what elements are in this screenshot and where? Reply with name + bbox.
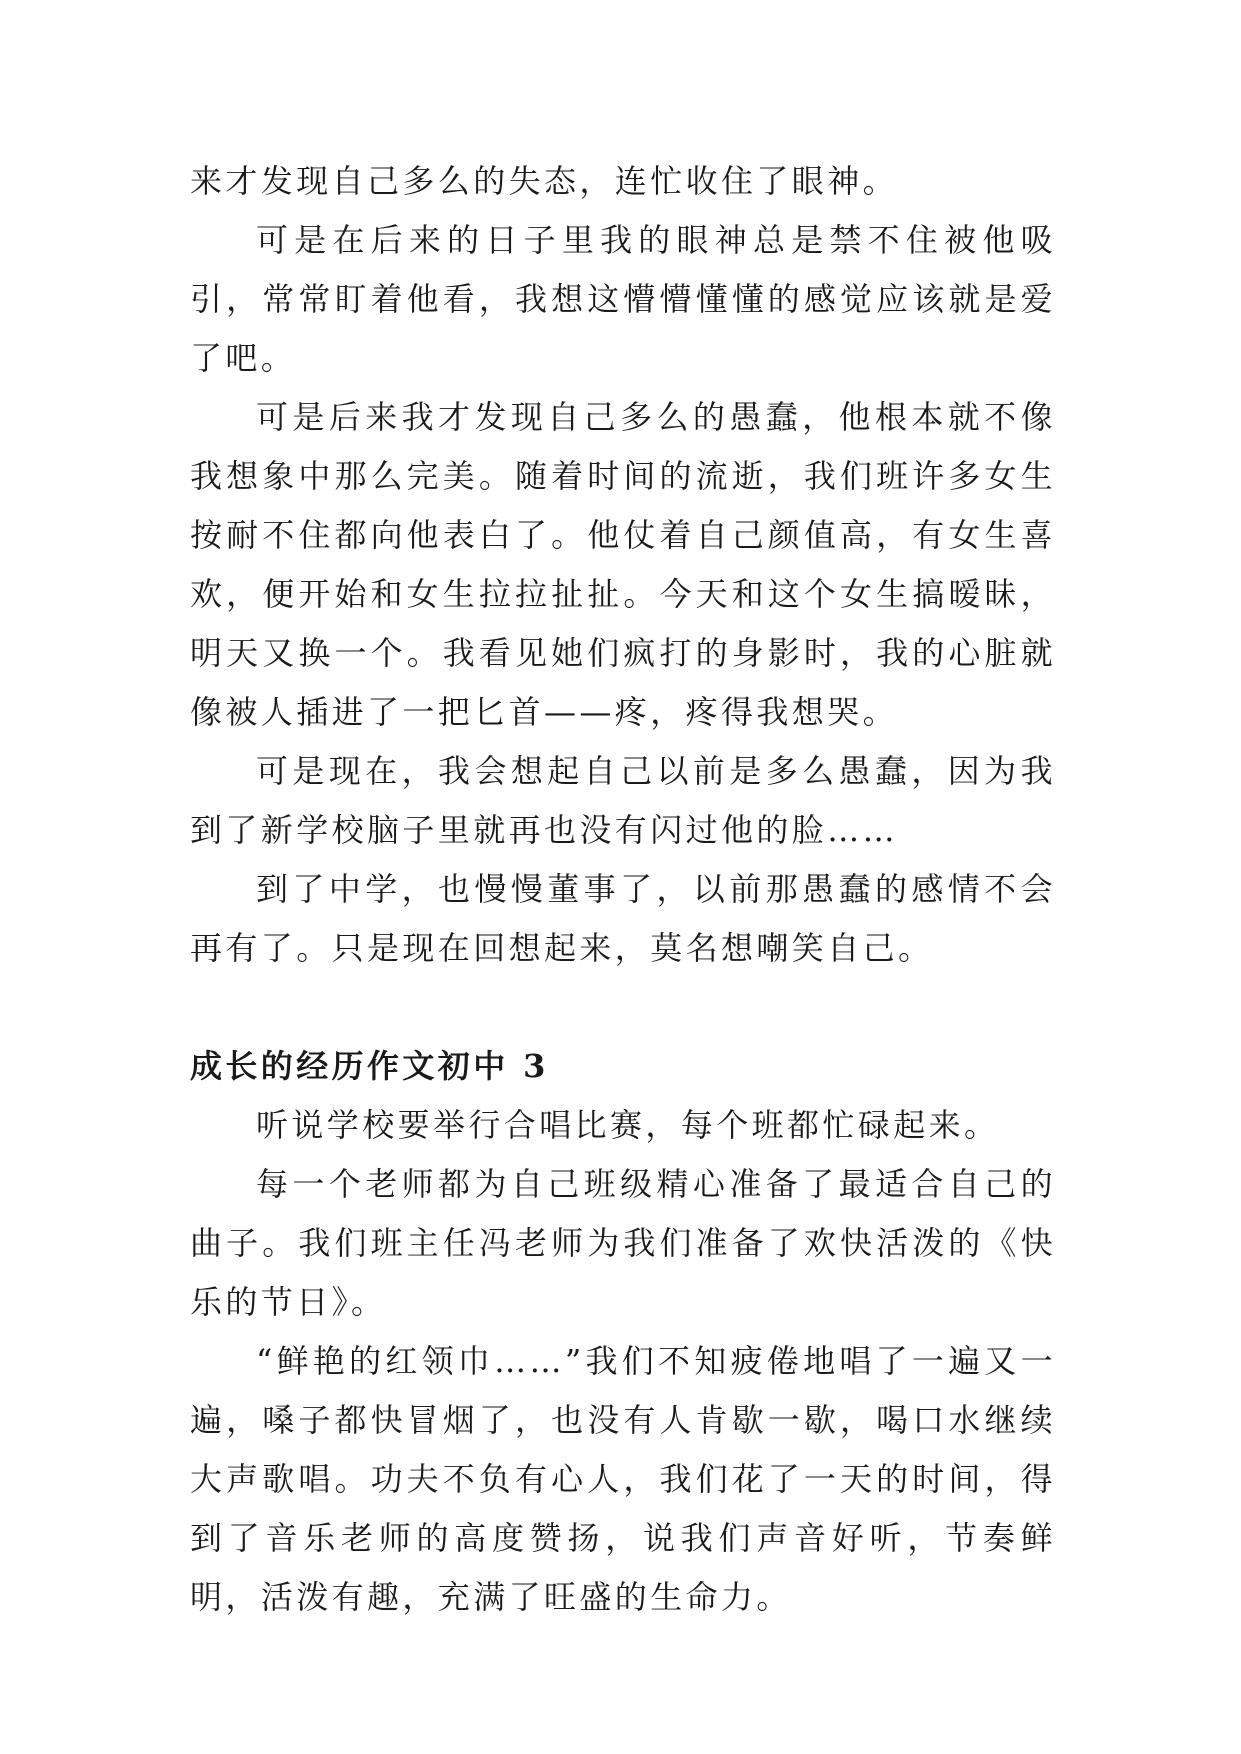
paragraph: 听说学校要举行合唱比赛，每个班都忙碌起来。 xyxy=(256,1106,1000,1144)
paragraph: 可是在后来的日子里我的眼神总是禁不住被他吸引，常常盯着他看，我想这懵懵懂懂的感觉应该就是爱了吧。 xyxy=(190,221,1056,377)
paragraph: 可是现在，我会想起自己以前是多么愚蠢，因为我到了新学校脑子里就再也没有闪过他的脸…… xyxy=(190,752,1056,849)
paragraph: 可是后来我才发现自己多么的愚蠢，他根本就不像我想象中那么完美。随着时间的流逝，我们班许多女生按耐不住都向他表白了。他仗着自己颜值高，有女生喜欢，便开始和女生拉拉扯扯。今天和这个女生搞暧昧，明天又换一个。我看见她们疯打的身影时，我的心脏就像被人插进了一把匕首——疼，疼得我想哭。 xyxy=(190,398,1056,731)
paragraph: “鲜艳的红领巾……”我们不知疲倦地唱了一遍又一遍，嗓子都快冒烟了，也没有人肯歇一歇，喝口水继续大声歌唱。功夫不负有心人，我们花了一天的时间，得到了音乐老师的高度赞扬，说我们声音好听，节奏鲜明，活泼有趣，充满了旺盛的生命力。 xyxy=(190,1342,1056,1616)
paragraph: 到了中学，也慢慢董事了，以前那愚蠢的感情不会再有了。只是现在回想起来，莫名想嘲笑自己。 xyxy=(190,870,1056,967)
document-page xyxy=(190,152,1056,1627)
paragraph-continuation: 来才发现自己多么的失态，连忙收住了眼神。 xyxy=(190,162,899,200)
section-heading: 成长的经历作文初中 3 xyxy=(190,1047,549,1085)
paragraph: 每一个老师都为自己班级精心准备了最适合自己的曲子。我们班主任冯老师为我们准备了欢快活泼的《快乐的节日》。 xyxy=(190,1165,1056,1321)
